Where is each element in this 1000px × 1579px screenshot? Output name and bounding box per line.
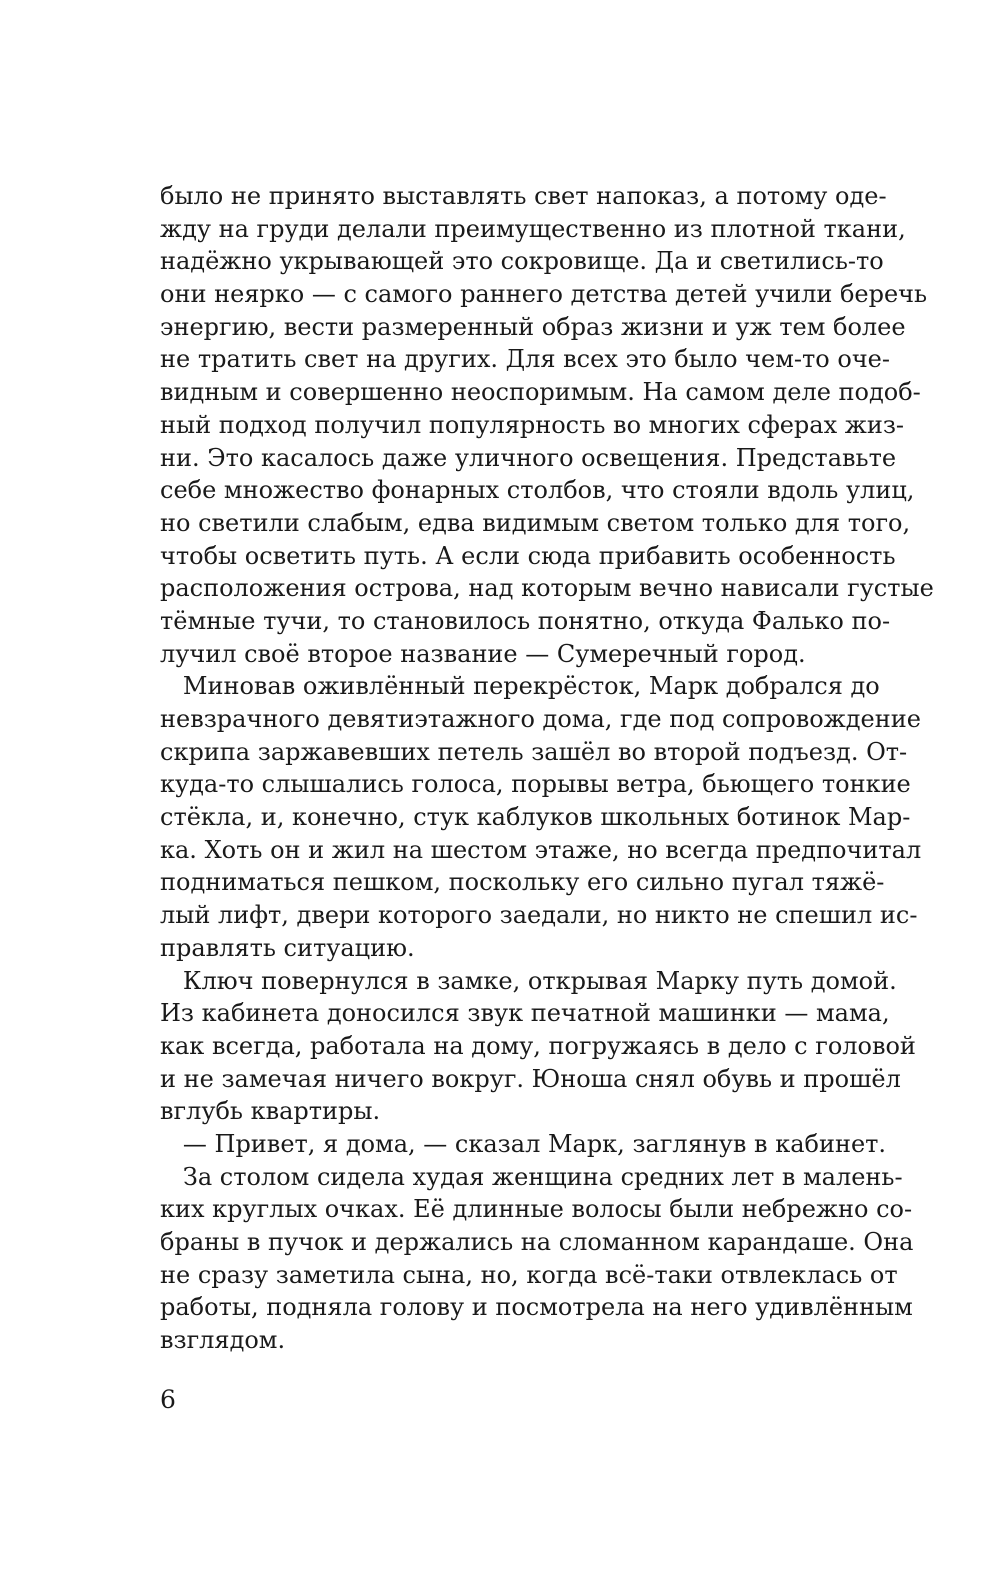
text-line: браны в пучок и держались на сломанном карандаше. Она [160, 1228, 914, 1256]
text-line: Ключ повернулся в замке, открывая Марку путь домой. [160, 966, 897, 995]
text-line: стёкла, и, конечно, стук каблуков школьных ботинок Мар- [160, 803, 911, 832]
text-line: как всегда, работала на дому, погружаясь в дело с головой [160, 1031, 916, 1060]
text-line: ка. Хоть он и жил на шестом этаже, но всегда предпочитал [160, 835, 922, 864]
text-line: взглядом. [160, 1326, 286, 1355]
text-line: — Привет, я дома, — сказал Марк, заглянув в кабинет. [160, 1129, 887, 1158]
text-line: видным и совершенно неоспоримым. На самом деле подоб- [160, 378, 921, 407]
text-line: ный подход получил популярность во многих сферах жиз- [160, 410, 905, 439]
text-line: было не принято выставлять свет напоказ, а потому оде- [160, 182, 887, 210]
text-line: лучил своё второе название — Сумеречный город. [160, 639, 806, 668]
text-line: подниматься пешком, поскольку его сильно пугал тяжё- [160, 868, 885, 897]
text-line: скрипа заржавевших петель зашёл во второй подъезд. От- [160, 737, 908, 766]
text-line: вглубь квартиры. [160, 1097, 381, 1126]
text-line: куда-то слышались голоса, порывы ветра, бьющего тонкие [160, 770, 911, 799]
text-line: лый лифт, двери которого заедали, но никто не спешил ис- [160, 901, 918, 930]
text-line: тёмные тучи, то становилось понятно, откуда Фалько по- [160, 606, 891, 635]
text-line: Миновав оживлённый перекрёсток, Марк добрался до [160, 672, 880, 701]
text-line: и не замечая ничего вокруг. Юноша снял обувь и прошёл [160, 1064, 901, 1093]
text-line: энергию, вести размеренный образ жизни и уж тем более [160, 312, 906, 341]
text-line: ких круглых очках. Её длинные волосы были небрежно со- [160, 1195, 913, 1224]
text-line: работы, подняла голову и посмотрела на него удивлённым [160, 1293, 913, 1322]
text-line: не тратить свет на других. Для всех это было чем-то оче- [160, 345, 890, 374]
text-line: расположения острова, над которым вечно нависали густые [160, 574, 934, 603]
text-line: не сразу заметила сына, но, когда всё-таки отвлеклась от [160, 1260, 898, 1289]
text-line: себе множество фонарных столбов, что стояли вдоль улиц, [160, 476, 915, 505]
text-line: но светили слабым, едва видимым светом только для того, [160, 508, 911, 537]
text-line: они неярко — с самого раннего детства детей учили беречь [160, 280, 928, 309]
text-line: невзрачного девятиэтажного дома, где под сопровождение [160, 705, 921, 733]
text-line: Из кабинета доносился звук печатной машинки — мама, [160, 999, 890, 1028]
text-line: За столом сидела худая женщина средних лет в малень- [160, 1162, 903, 1191]
text-line: жду на груди делали преимущественно из плотной ткани, [160, 214, 906, 243]
text-line: ни. Это касалось даже уличного освещения. Представьте [160, 443, 897, 472]
page-number: 6 [160, 1385, 176, 1414]
text-line: правлять ситуацию. [160, 933, 415, 962]
text-line: чтобы осветить путь. А если сюда прибавить особенность [160, 541, 896, 570]
text-line: надёжно укрывающей это сокровище. Да и светились-то [160, 247, 884, 276]
body-text [160, 180, 934, 1357]
